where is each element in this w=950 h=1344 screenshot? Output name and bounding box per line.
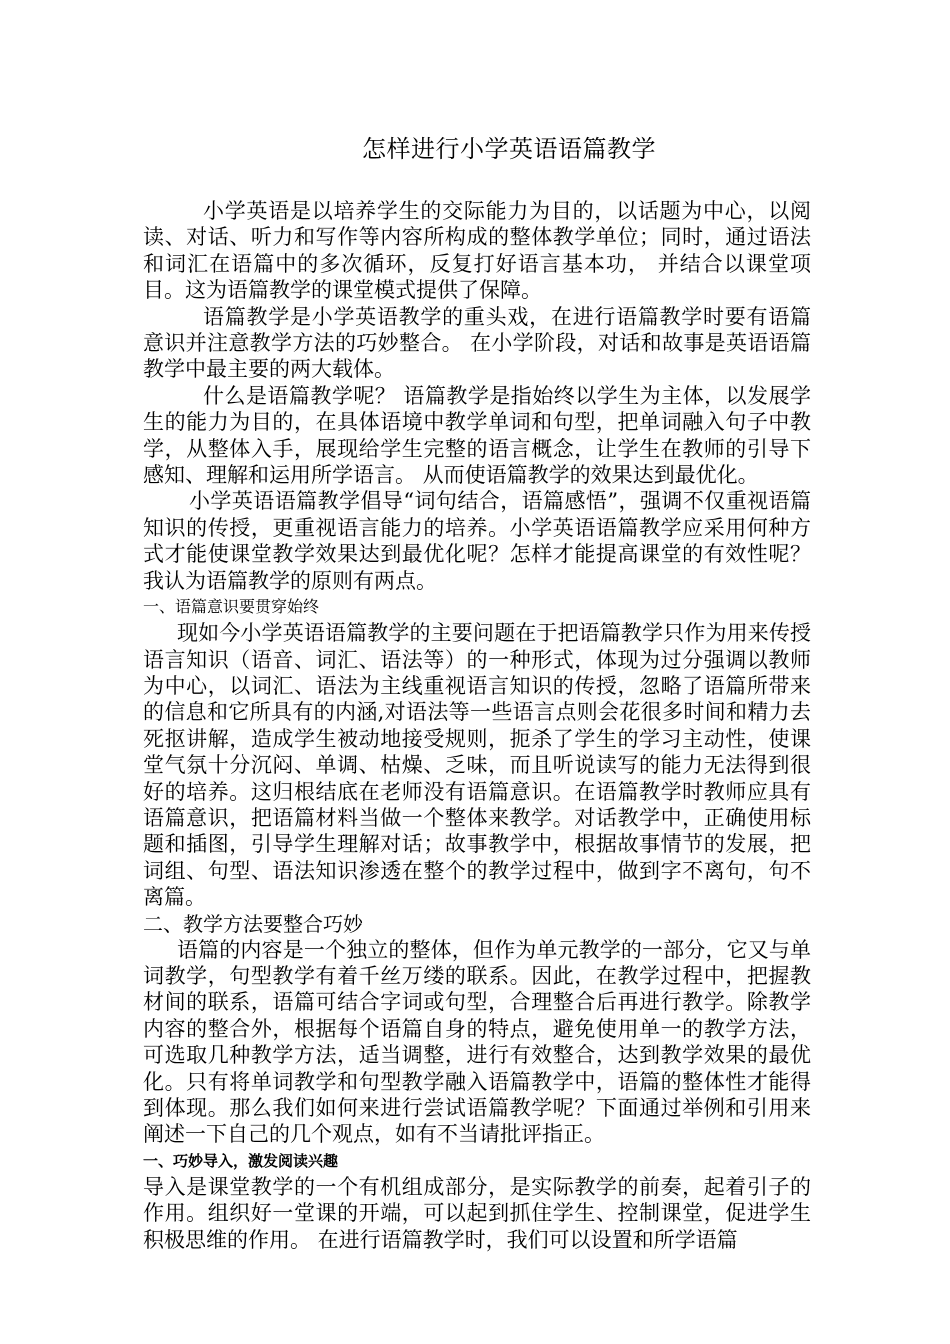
- document-body: [143, 198, 811, 1253]
- paragraph-definition: 什么是语篇教学呢？ 语篇教学是指始终以学生为主体，以发展学生的能力为目的，在具体语境中教学单词和句型，把单词融入句子中教学，从整体入手，展现给学生完整的语言概念，让学生在教师的引导下感知、理解和运用所学语言。 从而使语篇教学的效果达到最优化。: [143, 383, 811, 488]
- subsection-heading-1: 一、巧妙导入，激发阅读兴趣: [143, 1151, 339, 1170]
- section-1-text: 现如今小学英语语篇教学的主要问题在于把语篇教学只作为用来传授语言知识（语音、词汇、语法等）的一种形式，体现为过分强调以教师为中心，以词汇、语法为主线重视语言知识的传授，忽略了语篇所带来的信息和它所具有的内涵,对语法等一些语言点则会花很多时间和精力去死抠讲解，造成学生被动地接受规则，扼杀了学生的学习主动性，使课堂气氛十分沉闷、单调、枯燥、乏味，而且听说读写的能力无法得到很好的培养。这归根结底在老师没有语篇意识。在语篇教学时教师应具有语篇意识，把语篇材料当做一个整体来教学。对话教学中，正确使用标题和插图，引导学生理解对话；故事教学中，根据故事情节的发展，把词组、句型、语法知识渗透在整个的教学过程中，做到字不离句，句不离篇。: [143, 621, 811, 910]
- section-2-text: 语篇的内容是一个独立的整体，但作为单元教学的一部分，它又与单词教学，句型教学有着千丝万缕的联系。因此，在教学过程中，把握教材间的联系，语篇可结合字词或句型，合理整合后再进行教学。除教学内容的整合外，根据每个语篇自身的特点，避免使用单一的教学方法，可选取几种教学方法，适当调整，进行有效整合，达到教学效果的最优化。只有将单词教学和句型教学融入语篇教学中，语篇的整体性才能得到体现。那么我们如何来进行尝试语篇教学呢？下面通过举例和引用来阐述一下自己的几个观点，如有不当请批评指正。: [143, 937, 811, 1147]
- subsection-1-text: 导入是课堂教学的一个有机组成部分，是实际教学的前奏，起着引子的作用。组织好一堂课的开端，可以起到抓住学生、控制课堂，促进学生积极思维的作用。 在进行语篇教学时，我们可以设置和所学语篇: [143, 1174, 811, 1252]
- paragraph-principles: 小学英语语篇教学倡导“词句结合，语篇感悟”，强调不仅重视语篇知识的传授，更重视语言能力的培养。小学英语语篇教学应采用何种方式才能使课堂教学效果达到最优化呢？怎样才能提高课堂的有效性呢？我认为语篇教学的原则有两点。: [143, 489, 811, 593]
- paragraph-discourse-importance: 语篇教学是小学英语教学的重头戏，在进行语篇教学时要有语篇意识并注意教学方法的巧妙整合。 在小学阶段，对话和故事是英语语篇教学中最主要的两大载体。: [143, 304, 811, 382]
- section-heading-1: 一、语篇意识要贯穿始终: [143, 597, 320, 617]
- document-title: 怎样进行小学英语语篇教学: [362, 135, 656, 163]
- paragraph-intro: 小学英语是以培养学生的交际能力为目的，以话题为中心，以阅读、对话、听力和写作等内容所构成的整体教学单位；同时，通过语法和词汇在语篇中的多次循环，反复打好语言基本功， 并结合以课堂项目。这为语篇教学的课堂模式提供了保障。: [143, 199, 811, 303]
- section-heading-2: 二、教学方法要整合巧妙: [143, 911, 363, 936]
